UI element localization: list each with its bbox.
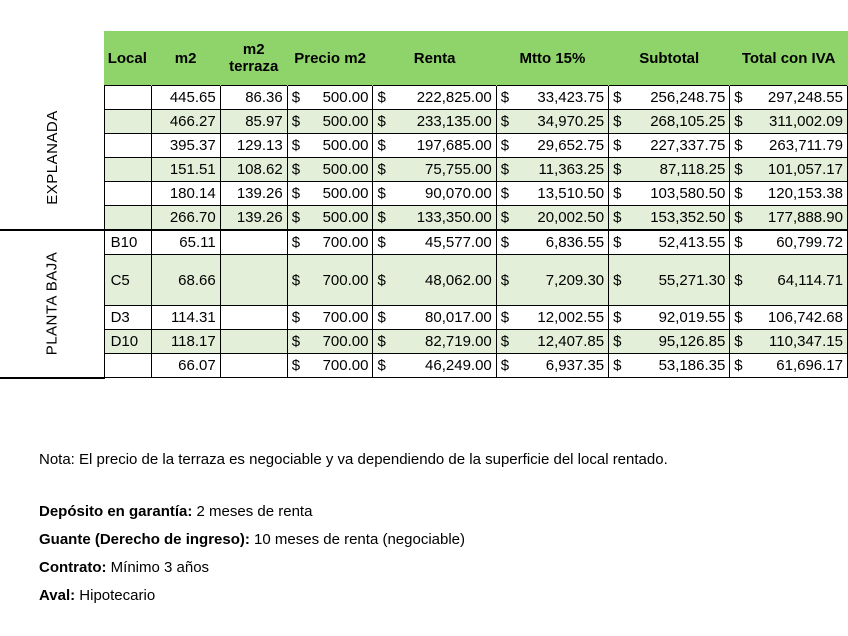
cell-m2: 395.37 <box>151 134 220 158</box>
currency-symbol: $ <box>291 333 301 350</box>
group-explanada <box>0 86 104 231</box>
cell-m2: 66.07 <box>151 354 220 378</box>
table-row <box>0 230 848 255</box>
cell-precio-value: 700.00 <box>322 333 369 350</box>
currency-symbol: $ <box>500 271 510 289</box>
cell-total-wrap <box>734 161 843 178</box>
cell-total <box>730 255 848 306</box>
cell-subtotal-wrap <box>613 234 725 251</box>
cell-renta-value: 80,017.00 <box>425 309 492 326</box>
cell-renta-value: 45,577.00 <box>425 234 492 251</box>
cell-total-value: 120,153.38 <box>767 185 843 202</box>
cell-local <box>104 182 151 206</box>
currency-symbol: $ <box>291 137 301 154</box>
currency-symbol: $ <box>291 357 301 374</box>
cell-m2: 266.70 <box>151 206 220 231</box>
currency-symbol: $ <box>613 333 622 350</box>
cell-terraza <box>220 230 287 255</box>
cell-subtotal-wrap <box>613 357 725 374</box>
table-row <box>0 206 848 231</box>
cell-total-value: 297,248.55 <box>767 89 843 106</box>
cell-precio-wrap <box>292 309 369 326</box>
cell-precio-wrap <box>292 161 369 178</box>
currency-symbol: $ <box>377 271 386 289</box>
cell-renta-wrap <box>377 89 491 106</box>
cell-subtotal-value: 256,248.75 <box>650 89 726 106</box>
cell-total <box>730 230 848 255</box>
cell-renta-wrap <box>377 161 491 178</box>
guante-label: Guante (Derecho de ingreso): <box>39 531 250 548</box>
currency-symbol: $ <box>377 113 386 130</box>
cell-precio-wrap <box>292 272 369 289</box>
currency-symbol: $ <box>377 309 386 326</box>
currency-symbol: $ <box>613 209 622 226</box>
cell-total-value: 101,057.17 <box>767 161 843 178</box>
cell-total <box>730 306 848 330</box>
currency-symbol: $ <box>377 209 386 226</box>
cell-subtotal <box>609 182 730 206</box>
cell-mtto-value: 33,423.75 <box>537 89 605 106</box>
cell-subtotal-value: 87,118.25 <box>659 161 726 178</box>
cell-terraza <box>220 330 287 354</box>
cell-renta-value: 46,249.00 <box>425 357 492 374</box>
rent-table-container <box>0 31 848 379</box>
currency-symbol: $ <box>734 161 743 178</box>
header-m2-terraza-line2: terraza <box>229 58 279 75</box>
cell-terraza: 86.36 <box>220 86 287 110</box>
cell-renta-wrap <box>377 309 491 326</box>
cell-total-value: 110,347.15 <box>769 333 843 350</box>
currency-symbol: $ <box>291 309 301 326</box>
group-planta-baja-label: PLANTA BAJA <box>43 251 61 356</box>
cell-subtotal-wrap <box>613 137 725 154</box>
cell-precio-wrap <box>292 357 369 374</box>
guante-value: 10 meses de renta (negociable) <box>249 531 466 548</box>
cell-terraza: 139.26 <box>220 206 287 231</box>
cell-m2: 65.11 <box>151 230 220 255</box>
cell-local <box>104 354 151 378</box>
cell-total-wrap <box>734 272 843 289</box>
currency-symbol: $ <box>613 185 622 202</box>
cell-mtto-wrap <box>501 161 604 178</box>
cell-precio <box>287 158 373 182</box>
cell-renta <box>373 306 496 330</box>
currency-symbol: $ <box>613 137 622 154</box>
cell-total <box>730 330 848 354</box>
table-row <box>0 158 848 182</box>
cell-mtto-wrap <box>501 234 604 251</box>
currency-symbol: $ <box>734 333 743 350</box>
cell-total-wrap <box>734 137 843 154</box>
currency-symbol: $ <box>377 137 386 154</box>
cell-m2: 68.66 <box>151 255 220 306</box>
currency-symbol: $ <box>500 113 510 130</box>
cell-subtotal <box>609 158 730 182</box>
currency-symbol: $ <box>734 185 743 202</box>
cell-subtotal-wrap <box>613 272 725 289</box>
cell-renta-value: 133,350.00 <box>416 209 492 226</box>
cell-precio-wrap <box>292 333 369 350</box>
currency-symbol: $ <box>500 161 510 178</box>
header-m2: m2 <box>151 31 220 86</box>
cell-mtto <box>496 110 608 134</box>
cell-renta-wrap <box>377 357 491 374</box>
currency-symbol: $ <box>377 357 386 374</box>
cell-subtotal <box>609 306 730 330</box>
cell-subtotal <box>609 86 730 110</box>
cell-total-wrap <box>734 209 843 226</box>
header-subtotal: Subtotal <box>609 31 730 86</box>
cell-mtto <box>496 134 608 158</box>
currency-symbol: $ <box>291 271 301 289</box>
cell-mtto-value: 29,652.75 <box>537 137 605 154</box>
cell-subtotal <box>609 134 730 158</box>
rent-table <box>0 31 848 379</box>
cell-m2: 118.17 <box>151 330 220 354</box>
cell-local: D3 <box>104 306 151 330</box>
cell-terraza: 108.62 <box>220 158 287 182</box>
cell-local <box>104 86 151 110</box>
cell-renta-value: 222,825.00 <box>416 89 492 106</box>
cell-renta-wrap <box>377 113 491 130</box>
cell-total-value: 263,711.79 <box>769 137 843 154</box>
cell-mtto-wrap <box>501 357 604 374</box>
cell-m2: 466.27 <box>151 110 220 134</box>
cell-subtotal <box>609 110 730 134</box>
cell-total-wrap <box>734 89 843 106</box>
contrato-value: Mínimo 3 años <box>106 559 210 576</box>
cell-terraza: 139.26 <box>220 182 287 206</box>
cell-mtto-value: 12,407.85 <box>537 333 605 350</box>
cell-mtto-value: 20,002.50 <box>537 209 605 226</box>
cell-mtto-value: 6,937.35 <box>545 357 605 374</box>
cell-precio <box>287 255 373 306</box>
cell-local: C5 <box>104 255 151 306</box>
cell-precio <box>287 330 373 354</box>
cell-precio <box>287 354 373 378</box>
currency-symbol: $ <box>613 234 622 251</box>
cell-total-wrap <box>734 234 843 251</box>
header-blank <box>0 31 104 86</box>
cell-renta-wrap <box>377 209 491 226</box>
cell-renta-wrap <box>377 185 491 202</box>
currency-symbol: $ <box>291 113 301 130</box>
aval-value: Hipotecario <box>75 587 156 604</box>
cell-subtotal-wrap <box>613 185 725 202</box>
cell-renta <box>373 330 496 354</box>
cell-subtotal-wrap <box>613 89 725 106</box>
header-renta: Renta <box>373 31 496 86</box>
currency-symbol: $ <box>500 137 510 154</box>
currency-symbol: $ <box>734 271 743 289</box>
cell-mtto <box>496 158 608 182</box>
table-body <box>0 86 848 378</box>
cell-total-value: 64,114.71 <box>777 271 843 289</box>
cell-mtto <box>496 86 608 110</box>
cell-subtotal-value: 153,352.50 <box>650 209 726 226</box>
cell-renta-wrap <box>377 137 491 154</box>
cell-renta-value: 82,719.00 <box>425 333 492 350</box>
aval-label: Aval: <box>39 587 76 604</box>
cell-total-value: 106,742.68 <box>767 309 843 326</box>
cell-renta <box>373 230 496 255</box>
cell-terraza <box>220 354 287 378</box>
cell-total <box>730 134 848 158</box>
cell-mtto-value: 34,970.25 <box>537 113 605 130</box>
cell-total-value: 177,888.90 <box>767 209 843 226</box>
table-row <box>0 330 848 354</box>
cell-total <box>730 182 848 206</box>
cell-precio-wrap <box>292 234 369 251</box>
currency-symbol: $ <box>500 357 510 374</box>
cell-subtotal-wrap <box>613 113 725 130</box>
cell-m2: 180.14 <box>151 182 220 206</box>
currency-symbol: $ <box>291 209 301 226</box>
notes-spacer <box>39 474 668 498</box>
cell-local <box>104 134 151 158</box>
cell-total <box>730 354 848 378</box>
cell-mtto-wrap <box>501 137 604 154</box>
table-row <box>0 306 848 330</box>
header-mtto: Mtto 15% <box>496 31 608 86</box>
currency-symbol: $ <box>613 271 622 289</box>
currency-symbol: $ <box>734 209 743 226</box>
cell-precio-value: 700.00 <box>322 357 369 374</box>
cell-precio-value: 500.00 <box>322 89 369 106</box>
cell-renta <box>373 158 496 182</box>
cell-renta-wrap <box>377 333 491 350</box>
cell-subtotal-value: 268,105.25 <box>650 113 726 130</box>
cell-renta-value: 48,062.00 <box>425 271 492 289</box>
cell-mtto <box>496 182 608 206</box>
currency-symbol: $ <box>734 137 743 154</box>
cell-subtotal-value: 55,271.30 <box>658 271 726 289</box>
cell-local <box>104 206 151 231</box>
currency-symbol: $ <box>613 309 622 326</box>
currency-symbol: $ <box>291 161 301 178</box>
currency-symbol: $ <box>500 309 510 326</box>
cell-precio-wrap <box>292 113 369 130</box>
currency-symbol: $ <box>613 357 622 374</box>
cell-subtotal <box>609 230 730 255</box>
note-terraza: Nota: El precio de la terraza es negociable y va dependiendo de la superficie del local rentado. <box>39 451 668 468</box>
currency-symbol: $ <box>734 357 743 374</box>
cell-local: D10 <box>104 330 151 354</box>
cell-mtto <box>496 255 608 306</box>
cell-subtotal-wrap <box>613 161 725 178</box>
currency-symbol: $ <box>613 113 622 130</box>
cell-mtto <box>496 206 608 231</box>
cell-mtto-wrap <box>501 333 604 350</box>
aval-line <box>39 582 668 610</box>
currency-symbol: $ <box>377 89 386 106</box>
group-planta-baja <box>0 230 104 378</box>
cell-mtto <box>496 230 608 255</box>
cell-total <box>730 86 848 110</box>
currency-symbol: $ <box>613 161 622 178</box>
cell-renta <box>373 110 496 134</box>
cell-mtto-value: 7,209.30 <box>545 271 605 289</box>
header-local: Local <box>104 31 151 86</box>
cell-total-wrap <box>734 357 843 374</box>
cell-precio <box>287 306 373 330</box>
header-precio: Precio m2 <box>287 31 373 86</box>
cell-local <box>104 110 151 134</box>
cell-mtto-wrap <box>501 309 604 326</box>
cell-precio <box>287 206 373 231</box>
cell-mtto-value: 12,002.55 <box>537 309 605 326</box>
cell-total <box>730 158 848 182</box>
cell-total <box>730 206 848 231</box>
cell-renta-wrap <box>377 234 491 251</box>
table-row <box>0 354 848 378</box>
currency-symbol: $ <box>291 185 301 202</box>
cell-terraza <box>220 306 287 330</box>
header-m2-terraza-line1: m2 <box>242 41 265 58</box>
header-row <box>0 31 848 86</box>
table-row <box>0 110 848 134</box>
cell-local <box>104 158 151 182</box>
cell-subtotal <box>609 206 730 231</box>
cell-precio-wrap <box>292 137 369 154</box>
cell-renta-value: 233,135.00 <box>416 113 492 130</box>
cell-subtotal-wrap <box>613 333 725 350</box>
cell-precio <box>287 110 373 134</box>
cell-terraza: 129.13 <box>220 134 287 158</box>
cell-m2: 445.65 <box>151 86 220 110</box>
cell-precio-value: 500.00 <box>322 113 369 130</box>
cell-mtto-wrap <box>501 185 604 202</box>
table-row <box>0 86 848 110</box>
cell-terraza <box>220 255 287 306</box>
cell-subtotal-value: 95,126.85 <box>658 333 726 350</box>
cell-total-value: 60,799.72 <box>776 234 843 251</box>
cell-renta <box>373 182 496 206</box>
currency-symbol: $ <box>500 185 510 202</box>
deposito-line <box>39 498 668 526</box>
cell-precio-value: 500.00 <box>322 137 369 154</box>
currency-symbol: $ <box>377 161 386 178</box>
cell-precio-value: 500.00 <box>322 185 369 202</box>
cell-mtto-wrap <box>501 89 604 106</box>
cell-renta <box>373 354 496 378</box>
cell-precio-wrap <box>292 209 369 226</box>
cell-terraza: 85.97 <box>220 110 287 134</box>
table-row <box>0 255 848 306</box>
cell-m2: 114.31 <box>151 306 220 330</box>
cell-subtotal-value: 92,019.55 <box>658 309 726 326</box>
cell-total-wrap <box>734 185 843 202</box>
cell-total-wrap <box>734 309 843 326</box>
cell-total-value: 311,002.09 <box>769 113 843 130</box>
currency-symbol: $ <box>500 333 510 350</box>
contrato-line <box>39 554 668 582</box>
cell-mtto <box>496 306 608 330</box>
cell-subtotal-value: 52,413.55 <box>658 234 726 251</box>
cell-renta <box>373 86 496 110</box>
cell-subtotal-value: 53,186.35 <box>658 357 726 374</box>
currency-symbol: $ <box>291 234 301 251</box>
cell-precio-value: 700.00 <box>322 309 369 326</box>
cell-subtotal-wrap <box>613 209 725 226</box>
cell-renta <box>373 255 496 306</box>
cell-precio-value: 500.00 <box>322 209 369 226</box>
cell-renta-wrap <box>377 272 491 289</box>
cell-mtto-wrap <box>501 209 604 226</box>
header-total: Total con IVA <box>730 31 848 86</box>
cell-subtotal <box>609 354 730 378</box>
cell-total-value: 61,696.17 <box>776 357 843 374</box>
cell-subtotal-value: 103,580.50 <box>650 185 726 202</box>
currency-symbol: $ <box>377 185 386 202</box>
cell-mtto-value: 6,836.55 <box>545 234 605 251</box>
cell-total-wrap <box>734 113 843 130</box>
table-row <box>0 134 848 158</box>
cell-mtto <box>496 330 608 354</box>
cell-renta <box>373 206 496 231</box>
currency-symbol: $ <box>500 234 510 251</box>
notes-section <box>39 446 668 610</box>
cell-subtotal <box>609 255 730 306</box>
cell-precio <box>287 230 373 255</box>
contrato-label: Contrato: <box>39 559 107 576</box>
currency-symbol: $ <box>734 89 743 106</box>
currency-symbol: $ <box>734 234 743 251</box>
cell-subtotal-value: 227,337.75 <box>650 137 726 154</box>
cell-precio-value: 700.00 <box>322 271 369 289</box>
cell-renta-value: 90,070.00 <box>425 185 492 202</box>
cell-mtto-wrap <box>501 113 604 130</box>
header-m2-terraza <box>220 31 287 86</box>
cell-subtotal-wrap <box>613 309 725 326</box>
guante-line <box>39 526 668 554</box>
deposito-value: 2 meses de renta <box>192 503 313 520</box>
cell-local: B10 <box>104 230 151 255</box>
table-row <box>0 182 848 206</box>
currency-symbol: $ <box>734 113 743 130</box>
cell-precio-value: 700.00 <box>322 234 369 251</box>
group-explanada-label: EXPLANADA <box>43 109 61 205</box>
currency-symbol: $ <box>613 89 622 106</box>
currency-symbol: $ <box>291 89 301 106</box>
cell-renta-value: 197,685.00 <box>416 137 492 154</box>
cell-renta-value: 75,755.00 <box>425 161 492 178</box>
currency-symbol: $ <box>377 333 386 350</box>
currency-symbol: $ <box>500 89 510 106</box>
cell-precio-wrap <box>292 185 369 202</box>
currency-symbol: $ <box>734 309 743 326</box>
cell-precio <box>287 134 373 158</box>
cell-renta <box>373 134 496 158</box>
cell-mtto <box>496 354 608 378</box>
cell-precio-wrap <box>292 89 369 106</box>
cell-mtto-value: 13,510.50 <box>537 185 605 202</box>
cell-total <box>730 110 848 134</box>
cell-total-wrap <box>734 333 843 350</box>
currency-symbol: $ <box>500 209 510 226</box>
cell-m2: 151.51 <box>151 158 220 182</box>
cell-mtto-value: 11,363.25 <box>538 161 605 178</box>
cell-subtotal <box>609 330 730 354</box>
deposito-label: Depósito en garantía: <box>39 503 193 520</box>
cell-mtto-wrap <box>501 272 604 289</box>
cell-precio <box>287 182 373 206</box>
currency-symbol: $ <box>377 234 386 251</box>
cell-precio <box>287 86 373 110</box>
cell-precio-value: 500.00 <box>322 161 369 178</box>
